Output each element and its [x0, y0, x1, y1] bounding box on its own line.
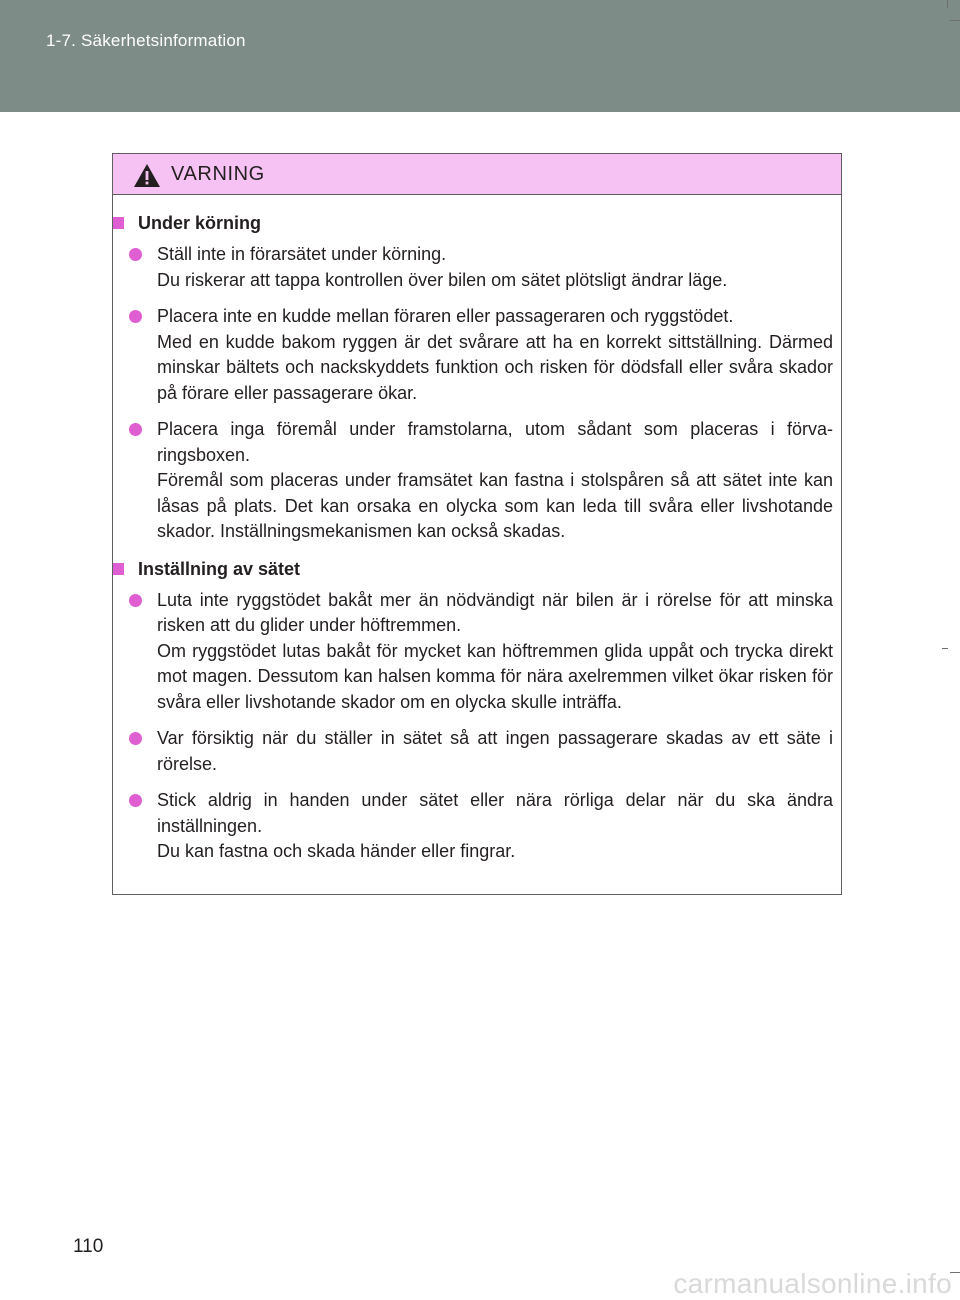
- circle-bullet-icon: [129, 594, 142, 607]
- bullet-paragraph: Luta inte ryggstödet bakåt mer än nödvändigt när bilen är i rörelse för att minska risken att du glider under höftremmen.: [157, 589, 833, 635]
- square-bullet-icon: [113, 563, 124, 575]
- bullet-paragraph: Placera inte en kudde mellan föraren eller passageraren och ryggstödet.: [157, 306, 734, 326]
- crop-mark-top: [950, 20, 960, 21]
- bullet-item: [113, 304, 833, 406]
- bullet-paragraph: Föremål som placeras under framsätet kan fastna i stolspåren så att sätet inte kan låsas på plats. Det kan orsaka en olycka som kan leda till svåra eller livshotande skador. Inställningsmekanismen kan också skadas.: [157, 470, 833, 541]
- bullet-paragraph: Var försiktig när du ställer in sätet så att ingen passagerare skadas av ett säte i rörelse.: [157, 728, 833, 774]
- warning-box: [112, 153, 842, 895]
- page-number: 110: [73, 1236, 104, 1257]
- section-title: 1-7. Säkerhetsinformation: [46, 31, 246, 50]
- circle-bullet-icon: [129, 794, 142, 807]
- bullet-paragraph: Du kan fastna och skada händer eller fingrar.: [157, 841, 516, 861]
- crop-mark-top-vertical: [947, 0, 948, 8]
- bullet-paragraph: Med en kudde bakom ryggen är det svårare att ha en korrekt sittställning. Därmed minskar bältets och nackskyddets funktion och risken för dödsfall eller svåra skador på förare eller passagerare ökar.: [157, 331, 833, 403]
- warning-header: [113, 154, 841, 195]
- circle-bullet-icon: [129, 248, 142, 261]
- bullet-item: [113, 726, 833, 777]
- bullet-item: [113, 417, 833, 545]
- bullet-paragraph: Ställ inte in förarsätet under körning.: [157, 244, 447, 264]
- watermark: carmanualsonline.info: [673, 1268, 952, 1299]
- crop-mark-middle: [942, 648, 948, 649]
- warning-title: VARNING: [171, 163, 265, 185]
- bullet-paragraph: Om ryggstödet lutas bakåt för mycket kan höftremmen glida uppåt och trycka direkt mot magen. Dessutom kan halsen komma för nära axelremmen vilket ökar risken för svåra eller livshotande skador om en olycka skulle inträffa.: [157, 640, 833, 712]
- bullet-paragraph: Stick aldrig in handen under sätet eller nära rörliga delar när du ska ändra inställningen.: [157, 790, 833, 836]
- bullet-item: [113, 788, 833, 865]
- circle-bullet-icon: [129, 310, 142, 323]
- bullet-paragraph: Du riskerar att tappa kontrollen över bilen om sätet plötsligt ändrar läge.: [157, 269, 728, 290]
- warning-triangle-icon: [133, 163, 161, 188]
- square-bullet-icon: [113, 217, 124, 229]
- section-heading-installning: Inställning av sätet: [113, 556, 833, 582]
- bullet-item: [113, 588, 833, 716]
- warning-body: [113, 195, 841, 865]
- bullet-paragraph: Placera inga föremål under framstolarna, utom sådant som placeras i förva- ringsboxen.: [157, 419, 833, 465]
- circle-bullet-icon: [129, 423, 142, 436]
- section-heading-under-korning: Under körning: [113, 210, 833, 236]
- header-band: [0, 0, 960, 112]
- circle-bullet-icon: [129, 732, 142, 745]
- bullet-item: [113, 242, 833, 293]
